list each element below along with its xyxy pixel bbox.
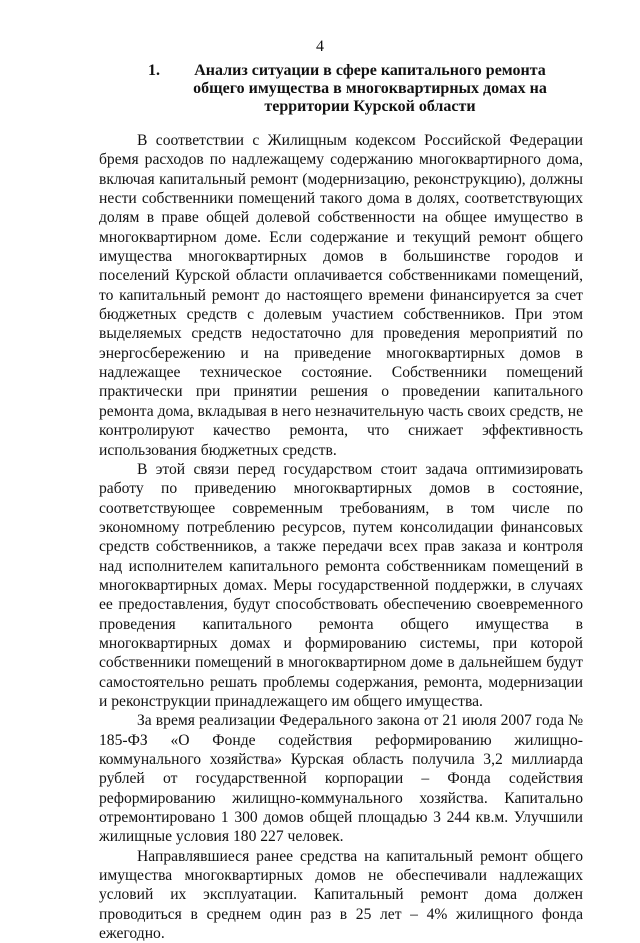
page-number: 4 — [316, 38, 324, 55]
paragraph: Направлявшиеся ранее средства на капитальный ремонт общего имущества многоквартирных домов не обеспечивали надлежащих условий их эксплуатации. Капитальный ремонт дома должен проводиться в среднем один раз в 25 лет – 4% жилищного фонда ежегодно. — [99, 847, 583, 943]
section-title: Анализ ситуации в сфере капитального ремонта общего имущества в многоквартирных домах на территории Курской области — [193, 62, 547, 115]
section-number: 1. — [148, 62, 160, 79]
section-heading — [120, 62, 580, 116]
paragraph: За время реализации Федерального закона от 21 июля 2007 года № 185-ФЗ «О Фонде содействия реформированию жилищно-коммунального хозяйства» Курская область получила 3,2 миллиарда рублей от государственной корпорации – Фонда содействия реформированию жилищно-коммунального хозяйства. Капитально отремонтировано 1 300 домов общей площадью 3 244 кв.м. Улучшили жилищные условия 180 227 человек. — [99, 712, 583, 846]
body-text — [99, 131, 583, 943]
paragraph: В этой связи перед государством стоит задача оптимизировать работу по приведению многоквартирных домов в состояние, соответствующее современным требованиям, в том числе по экономному потреблению ресурсов, путем консолидации финансовых средств собственников, а также передачи всех прав заказа и контроля над исполнителем капитального ремонта собственникам помещений в многоквартирных домах. Меры государственной поддержки, в случаях ее предоставления, будут способствовать обеспечению своевременного проведения капитального ремонта общего имущества в многоквартирных домах и формированию системы, при которой собственники помещений в многоквартирном доме в дальнейшем будут самостоятельно решать проблемы содержания, ремонта, модернизации и реконструкции принадлежащего им общего имущества. — [99, 460, 583, 710]
paragraph: В соответствии с Жилищным кодексом Российской Федерации бремя расходов по надлежащему содержанию многоквартирного дома, включая капитальный ремонт (модернизацию, реконструкцию), должны нести собственники помещений такого дома в долях, соответствующих долям в праве общей долевой собственности на общее имущество в многоквартирном доме. Если содержание и текущий ремонт общего имущества многоквартирных домов в большинстве городов и поселений Курской области оплачивается собственниками помещений, то капитальный ремонт до настоящего времени финансируется за счет бюджетных средств с долевым участием собственников. При этом выделяемых средств недостаточно для проведения мероприятий по энергосбережению и на приведение многоквартирных домов в надлежащее техническое состояние. Собственники помещений практически при принятии решения о проведении капитального ремонта дома, вкладывая в него незначительную часть своих средств, не контролируют качество ремонта, что снижает эффективность использования бюджетных средств. — [99, 132, 583, 459]
